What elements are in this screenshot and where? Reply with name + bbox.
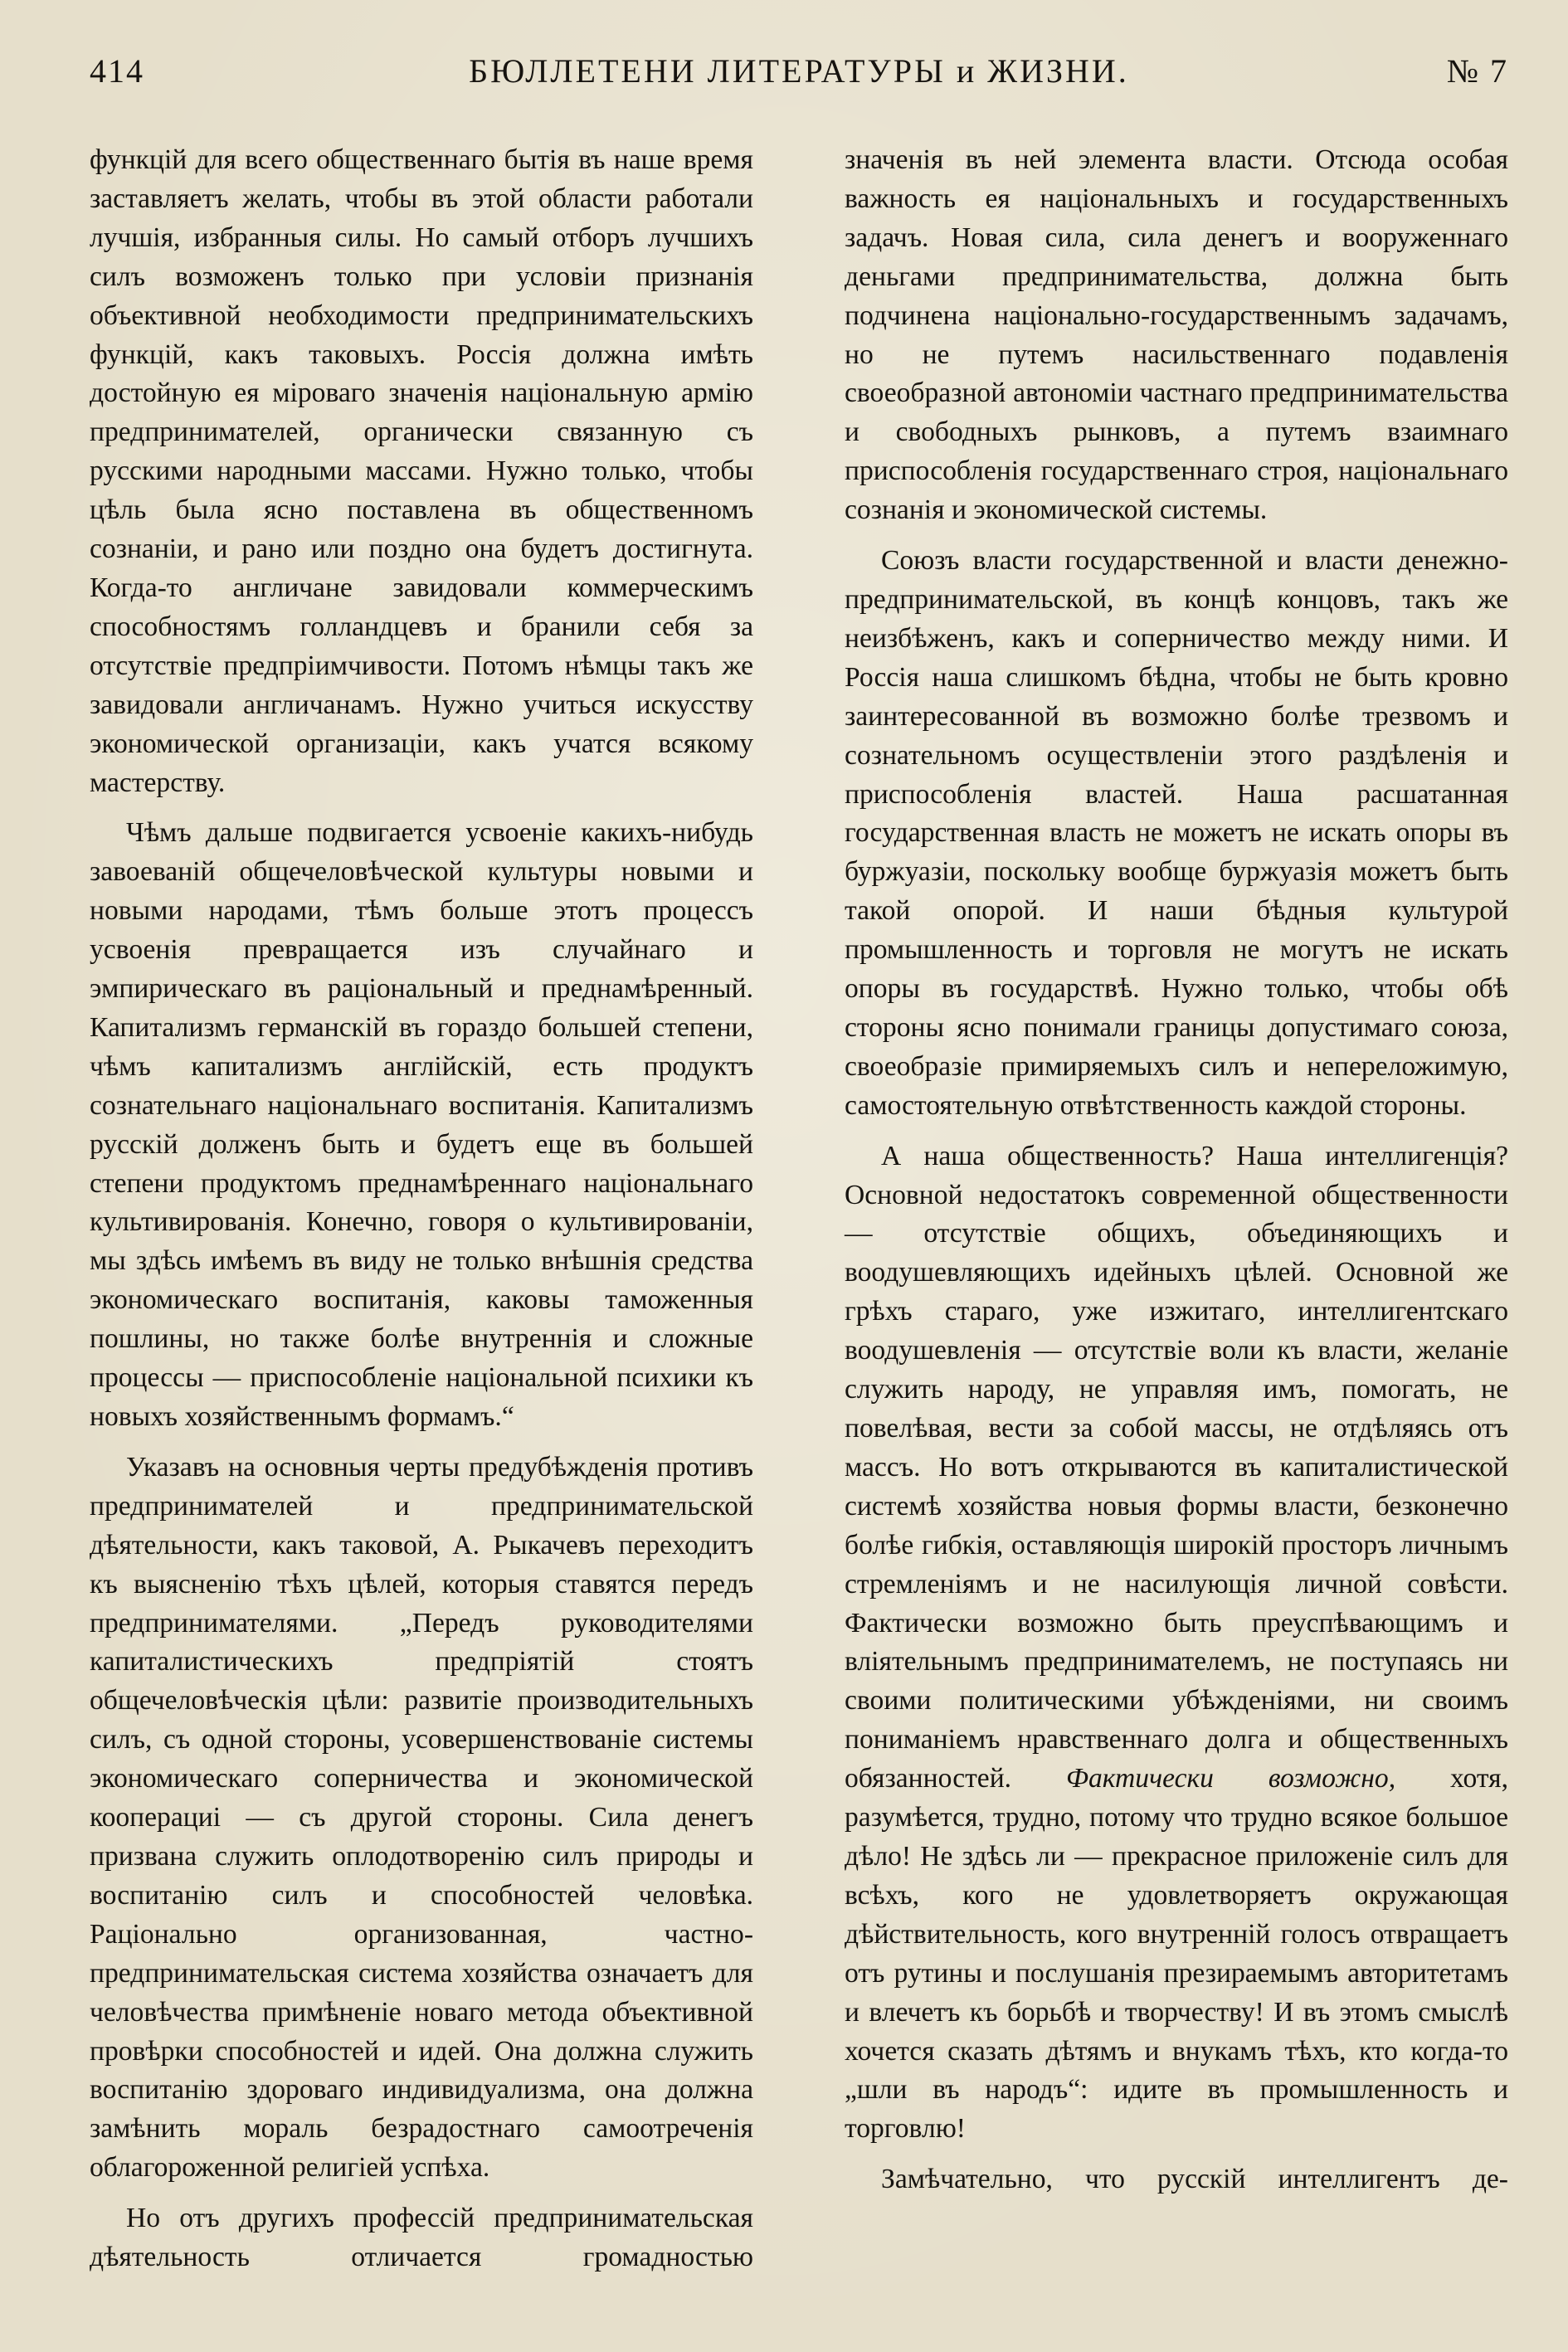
- paragraph: функцій для всего общественнаго бытія въ наше время заставляетъ желать, чтобы въ этой области работали лучшія, избранныя силы. Но самый отборъ лучшихъ силъ возможенъ только при условіи признанія объективной необходимости предпринимательскихъ функцій, какъ таковыхъ. Россія должна имѣть достойную ея міроваго значенія національную армію предпринимателей, органически связанную съ русскими народными массами. Нужно только, чтобы цѣль была ясно поставлена въ общественномъ сознаніи, и рано или поздно она будетъ достигнута. Когда-то англичане завидовали коммерческимъ способностямъ голландцевъ и бранили себя за отсутствіе предпріимчивости. Потомъ нѣмцы такъ же завидовали англичанамъ. Нужно учиться искусству экономической организаціи, какъ учатся всякому мастерству.: [90, 144, 753, 798]
- running-header: [90, 51, 1508, 101]
- paragraph: Указавъ на основныя черты предубѣжденія противъ предпринимателей и предпринимательской дѣятельности, какъ таковой, А. Рыкачевъ переходитъ къ выясненію тѣхъ цѣлей, которыя ставятся передъ предпринимателями. „Передъ руководителями капиталистическихъ предпріятій стоятъ общечеловѣческія цѣли: развитіе производительныхъ силъ, съ одной стороны, усовершенствованіе системы экономическаго соперничества и экономической кооперациі — съ другой стороны. Сила денегъ призвана служить оплодотворенію силъ природы и воспитанію силъ и способностей человѣка. Раціонально организованная, частно-предпринимательская система хозяйства означаетъ для человѣчества примѣненіе новаго метода объективной провѣрки способностей и идей. Она должна служить воспитанію здороваго индивидуализма, она должна замѣнить мораль безрадостнаго самоотреченія облагороженной религіей успѣха.: [90, 1451, 753, 2184]
- paragraph-text: А наша общественность? Наша интеллигенція? Основной недостатокъ современной общественности — отсутствіе общихъ, объединяющихъ и воодушевляющихъ идейныхъ цѣлей. Основной же грѣхъ стараго, уже изжитаго, интеллигентскаго воодушевленія — отсутствіе воли къ власти, желаніе служить народу, не управляя имъ, помогать, не повелѣвая, вести за собой массы, не отдѣляясь отъ массъ. Но вотъ открываются въ капиталистической системѣ хозяйства новыя формы власти, безконечно болѣе гибкія, оставляющія широкій просторъ личнымъ стремленіямъ и не насилующія личной совѣсти. Фактически возможно быть преуспѣвающимъ и вліятельнымъ предпринимателемъ, не поступаясь ни своими политическими убѣжденіями, ни своимъ пониманіемъ нравственнаго долга и общественныхъ обязанностей.: [845, 1140, 1508, 1794]
- issue-number: № 7: [1446, 52, 1508, 90]
- paragraph-text: хотя, разумѣется, трудно, потому что трудно всякое большое дѣло! Не здѣсь ли — прекрасное приложеніе силъ для всѣхъ, кого не удовлетворяетъ окружающая дѣйствительность, кого внутренній голосъ отвращаетъ отъ рутины и послушанія презираемымъ авторитетамъ и влечетъ къ борьбѣ и творчеству! И въ этомъ смыслѣ хочется сказать дѣтямъ и внукамъ тѣхъ, кто когда-то „шли въ народъ“: идите въ промышленность и торговлю!: [845, 1763, 1508, 2145]
- paragraph: Чѣмъ дальше подвигается усвоеніе какихъ-нибудь завоеваній общечеловѣческой культуры новыми и новыми народами, тѣмъ больше этотъ процессъ усвоенія превращается изъ случайнаго и эмпирическаго въ раціональный и преднамѣренный. Капитализмъ германскій въ гораздо большей степени, чѣмъ капитализмъ англійскій, есть продуктъ сознательнаго національнаго воспитанія. Капитализмъ русскій долженъ быть и будетъ еще въ большей степени продуктомъ преднамѣреннаго національнаго культивированія. Конечно, говоря о культивированіи, мы здѣсь имѣемъ въ виду не только внѣшнія средства экономическаго воспитанія, каковы таможенныя пошлины, но также болѣе внутреннія и сложные процессы — приспособленіе національной психики къ новыхъ хозяйственнымъ формамъ.“: [90, 817, 753, 1432]
- left-column: [90, 141, 753, 2277]
- paragraph: Союзъ власти государственной и власти денежно-предпринимательской, въ концѣ концовъ, такъ же неизбѣженъ, какъ и соперничество между ними. И Россія наша слишкомъ бѣдна, чтобы не быть кровно заинтересованной въ возможно болѣе трезвомъ и сознательномъ осуществленіи этого раздѣленія и приспособленія властей. Наша расшатанная государственная власть не можетъ не искать опоры въ буржуазіи, поскольку вообще буржуазія можетъ быть такой опорой. И наши бѣдныя культурой промышленность и торговля не могутъ не искать опоры въ государствѣ. Нужно только, чтобы обѣ стороны ясно понимали границы допустимаго союза, своеобразіе примиряемыхъ силъ и непереложимую, самостоятельную отвѣтственность каждой стороны.: [845, 545, 1508, 1121]
- journal-title: БЮЛЛЕТЕНИ ЛИТЕРАТУРЫ и ЖИЗНИ.: [469, 52, 1129, 90]
- italic-emphasis: Фактически возможно,: [1066, 1763, 1396, 1794]
- paragraph: значенія въ ней элемента власти. Отсюда особая важность ея національныхъ и государственныхъ задачъ. Новая сила, сила денегъ и вооруженнаго деньгами предпринимательства, должна быть подчинена національно-государственнымъ задачамъ, но не путемъ насильственнаго подавленія своеобразной автономіи частнаго предпринимательства и свободныхъ рынковъ, а путемъ взаимнаго приспособленія государственнаго строя, національнаго сознанія и экономической системы.: [845, 144, 1508, 526]
- paragraph: Но отъ другихъ профессій предпринимательская дѣятельность отличается громадностью: [90, 2203, 753, 2273]
- page-number: 414: [90, 52, 144, 90]
- paragraph: Замѣчательно, что русскій интеллигентъ де-: [881, 2164, 1508, 2195]
- paragraph: [845, 1137, 1508, 2150]
- right-column: [845, 141, 1508, 2277]
- text-columns: [90, 141, 1508, 2277]
